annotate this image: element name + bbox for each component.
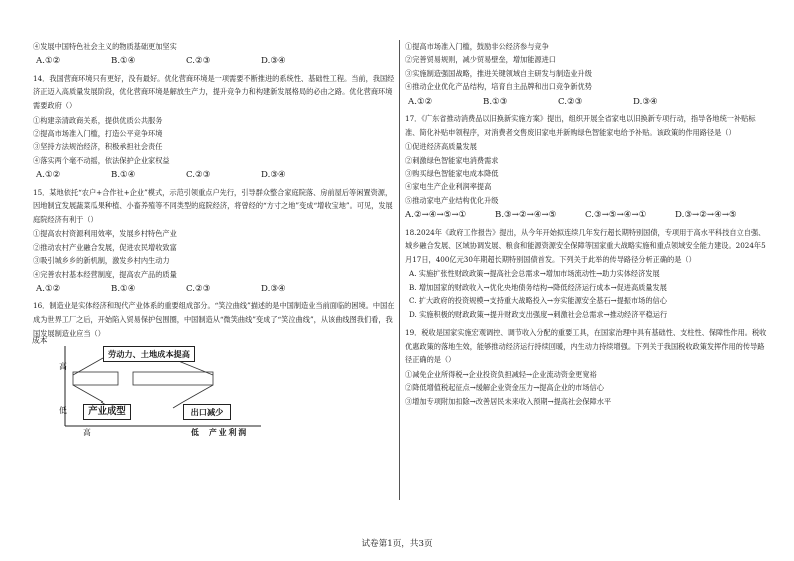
q14-option-4: ④落实两个毫不动摇，依法保护企业家权益 bbox=[33, 155, 170, 165]
right-column bbox=[405, 42, 767, 408]
q16-option-4: ④推动企业优化产品结构，培育自主品牌和出口竞争新优势 bbox=[405, 82, 592, 92]
choice-a[interactable]: A.①② bbox=[36, 170, 61, 181]
q15-option-1: ①提高农村资源利用效率，发展乡村特色产业 bbox=[33, 229, 177, 239]
choice-a[interactable]: A.②→④→⑤→① bbox=[405, 210, 467, 221]
q16-option-2: ②完善贸易规则，减少贸易壁垒，增加能源进口 bbox=[405, 55, 556, 65]
box-rising-costs: 劳动力、土地成本提高 bbox=[103, 346, 195, 362]
page-footer: 试卷第1页，共3页 bbox=[361, 539, 433, 549]
q19-option-3: ③增加专项附加扣除→改善居民未来收入预期→提高社会保障水平 bbox=[405, 396, 612, 406]
column-divider bbox=[399, 40, 400, 500]
q14-choices bbox=[33, 170, 395, 180]
q18-option-d[interactable]: D. 实施积极的财政政策→提升财政支出强度→刺激社会总需求→推动经济平稳运行 bbox=[409, 309, 668, 319]
choice-c[interactable]: C.②③ bbox=[186, 284, 211, 295]
choice-c[interactable]: C.②③ bbox=[558, 96, 583, 107]
left-column bbox=[33, 42, 395, 444]
choice-b[interactable]: B.①④ bbox=[111, 170, 136, 181]
choice-d[interactable]: D.③④ bbox=[261, 170, 286, 181]
q19-option-2: ②降低增值税起征点→缓解企业资金压力→提高企业的市场信心 bbox=[405, 383, 604, 393]
x-axis-label: 产业利润 bbox=[209, 428, 249, 438]
q16-choices bbox=[405, 97, 767, 107]
q14-option-1: ①构建亲清政商关系，提供优质公共服务 bbox=[33, 115, 163, 125]
y-axis-label: 成本 bbox=[32, 336, 48, 346]
q18-option-c[interactable]: C. 扩大政府的投资规模→支持重大战略投入→夯实能源安全基石→提振市场的信心 bbox=[409, 296, 667, 306]
q16-stem: 16．制造业是实体经济和现代产业体系的重要组成部分。“笑泣曲线”描述的是中国制造业当前面临的困境。中国在成为世界工厂之后，开始陷入贸易保护包围圈，中国制造从“微笑曲线”变成了“笑泣曲线”，从该曲线图我们看，我国发展制造业应当（） bbox=[33, 301, 395, 338]
q17-choices bbox=[405, 210, 767, 220]
choice-a[interactable]: A.①② bbox=[36, 56, 61, 67]
q15-option-4: ④完善农村基本经营制度，提高农产品的质量 bbox=[33, 269, 177, 279]
choice-b[interactable]: B.①④ bbox=[111, 284, 136, 295]
choice-d[interactable]: D.③④ bbox=[261, 284, 286, 295]
q18-option-b[interactable]: B. 增加国家的财政收入→优化央地债务结构→降低经济运行成本→促进高质量发展 bbox=[409, 282, 667, 292]
q17-option-1: ①促进经济高质量发展 bbox=[405, 142, 477, 152]
q18-option-a[interactable]: A. 实施扩张性财政政策→提高社会总需求→增加市场流动性→助力实体经济发展 bbox=[409, 269, 660, 279]
q14-stem: 14．我国营商环境只有更好，没有最好。优化营商环境是一项需要不断推进的系统性、基础性工程。当前，我国经济正迈入高质量发展阶段，优化营商环境是解放生产力，提升竞争力和构建新发展格局的必由之路。优化营商环境需要政府（） bbox=[33, 73, 395, 110]
q14-option-3: ③坚持方法规治经济，积极承担社会责任 bbox=[33, 142, 163, 152]
choice-c[interactable]: C.③→⑤→④→① bbox=[585, 210, 647, 221]
q17-option-2: ②刺激绿色智能家电消费需求 bbox=[405, 155, 499, 165]
choice-b[interactable]: B.③→②→④→⑤ bbox=[495, 210, 557, 221]
q19-option-1: ①减免企业所得税→企业投资负担减轻→企业流动资金更宽裕 bbox=[405, 369, 597, 379]
q17-option-4: ④家电生产企业利润率提高 bbox=[405, 182, 492, 192]
x-low-label: 低 bbox=[191, 428, 199, 438]
choice-d[interactable]: D.③→②→④→⑤ bbox=[675, 210, 737, 221]
choice-b[interactable]: B.①③ bbox=[483, 96, 508, 107]
q16-option-1: ①提高市场准入门槛，鼓励非公经济参与竞争 bbox=[405, 42, 549, 51]
box-exports-decline: 出口减少 bbox=[183, 404, 231, 420]
q17-stem: 17．《广东省推动消费品以旧换新实施方案》提出，组织开展全省家电以旧换新专项行动，指导各地统一补贴标准、简化补贴申领程序，对消费者交售废旧家电并新购绿色智能家电给予补贴。该政策的作用路径是（） bbox=[405, 114, 756, 137]
q15-choices bbox=[33, 284, 395, 294]
q16-option-3: ③实施制造强国战略，推进关键领域自主研发与制造业升级 bbox=[405, 68, 592, 78]
choice-b[interactable]: B.①④ bbox=[111, 56, 136, 67]
q18-stem: 18.2024年《政府工作报告》提出，从今年开始拟连续几年发行超长期特别国债，专项用于高水平科技自立自强、城乡融合发展、区域协调发展、粮食和能源资源安全保障等国家重大战略实施和重点领域安全能力建设。2024年5月17日，400亿元30年期超长期特别国债首发。下列关于此举的传导路径分析正确的是（） bbox=[405, 227, 766, 264]
q13-choices bbox=[33, 56, 395, 66]
choice-d[interactable]: D.③④ bbox=[261, 56, 286, 67]
choice-a[interactable]: A.①② bbox=[36, 284, 61, 295]
y-high-label: 高 bbox=[59, 362, 67, 372]
q13-option-4: ④发展中国特色社会主义的物质基础更加坚实 bbox=[33, 42, 177, 51]
q17-option-3: ③购买绿色智能家电成本降低 bbox=[405, 169, 499, 179]
choice-d[interactable]: D.③④ bbox=[633, 96, 658, 107]
choice-a[interactable]: A.①② bbox=[408, 96, 433, 107]
q15-option-2: ②推动农村产业融合发展，促进农民增收致富 bbox=[33, 242, 177, 252]
box-industry-formed: 产业成型 bbox=[83, 404, 131, 420]
choice-c[interactable]: C.②③ bbox=[186, 56, 211, 67]
q15-stem: 15．某地依托“农户+合作社+企业”模式，示范引领重点户先行，引导群众整合家庭院落、房前屋后等闲置资源，因地制宜发展蔬菜瓜果种植、小畜养殖等不同类型的庭院经济，将曾经的“方寸之地”变成“增收宝地”。可见，发展庭院经济有利于（） bbox=[33, 187, 393, 224]
x-high-label: 高 bbox=[83, 428, 91, 438]
smile-cry-curve-diagram bbox=[32, 336, 263, 444]
q15-option-3: ③吸引城乡乡的新机制，激发乡村内生动力 bbox=[33, 256, 170, 266]
q19-stem: 19．税收是国家实施宏观调控、调节收入分配的重要工具，在国家治理中具有基础性、支柱性、保障性作用。税收优惠政策的落地生效，能够推动经济运行持续回暖，内生动力持续增强。下列关于我国税收政策发挥作用的传导路径正确的是（） bbox=[405, 328, 767, 365]
choice-c[interactable]: C.②③ bbox=[186, 170, 211, 181]
y-low-label: 低 bbox=[59, 406, 67, 416]
q17-option-5: ⑤推动家电产业结构优化升级 bbox=[405, 195, 499, 205]
q14-option-2: ②提高市场准入门槛，打造公平竞争环境 bbox=[33, 129, 163, 138]
